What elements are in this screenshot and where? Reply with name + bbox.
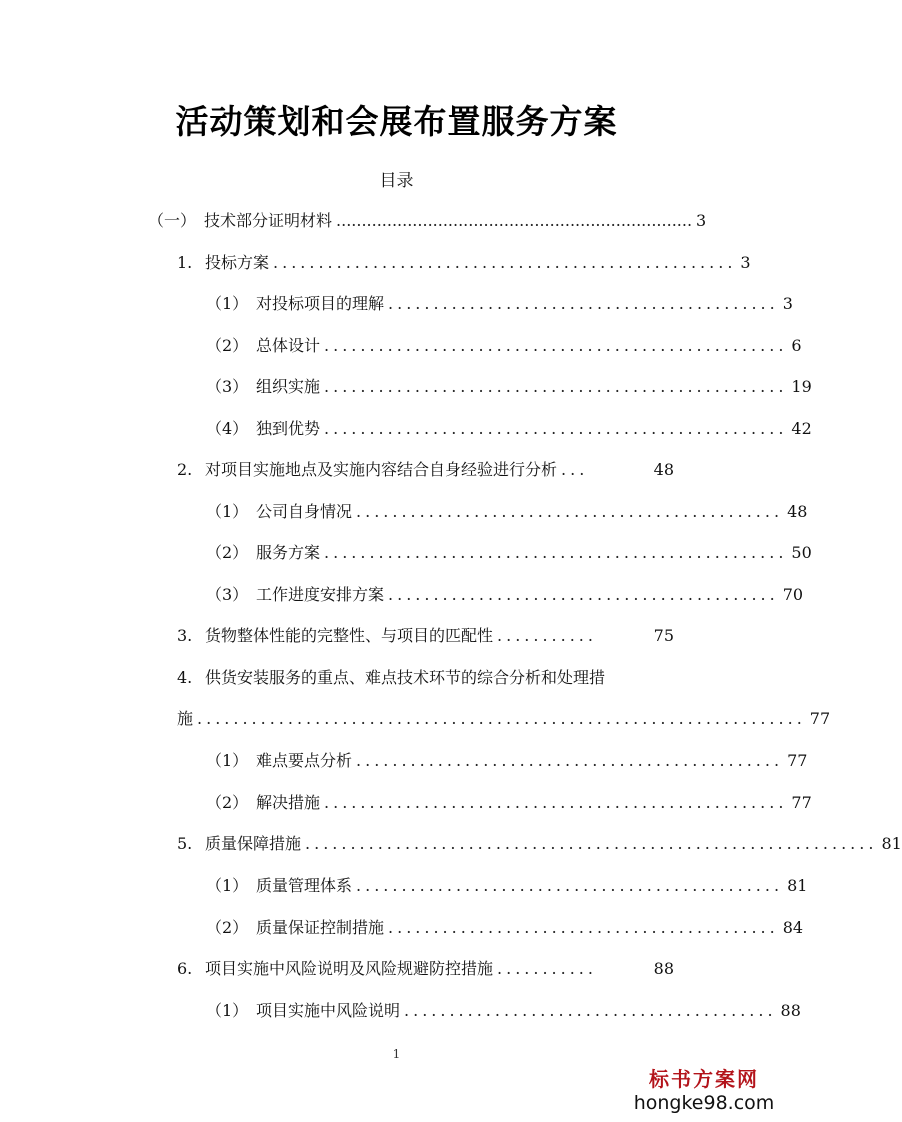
toc-entry-label: 解决措施 (256, 793, 321, 812)
toc-entry-page: 48 (787, 502, 808, 521)
toc-entry-label: 对项目实施地点及实施内容结合自身经验进行分析 (205, 460, 558, 479)
toc-leader-dots: ................................................... (324, 543, 788, 562)
toc-entry-label: 技术部分证明材料 (204, 211, 333, 230)
toc-entry-page: 3 (782, 294, 793, 313)
watermark-brand: 标书方案网 (649, 1067, 759, 1091)
toc-leader-dots: ................................................... (324, 419, 788, 438)
toc-entry-number: （1） (206, 294, 249, 313)
toc-entry-label: 货物整体性能的完整性、与项目的匹配性 (205, 626, 494, 645)
toc-entry-number: （1） (206, 502, 249, 521)
toc-entry-label: 施 (177, 709, 194, 728)
toc-leader-dots: ................................................... (273, 253, 737, 272)
toc-entry-number: （2） (206, 793, 249, 812)
toc-leader-dots: ........... (497, 626, 597, 645)
toc-leader-dots: ................................................................... (197, 709, 806, 728)
page-number: 1 (392, 1047, 401, 1061)
toc-entry-number: 2. (177, 460, 193, 479)
toc-entry-number: 1. (177, 253, 193, 272)
toc-entry-page: 6 (791, 336, 802, 355)
toc-entry-page: 77 (791, 793, 812, 812)
watermark-logo (629, 1067, 779, 1115)
toc-entry-page: 88 (780, 1001, 801, 1020)
toc-entry-label: 供货安装服务的重点、难点技术环节的综合分析和处理措 (205, 668, 606, 687)
toc-entry[interactable] (206, 291, 793, 317)
toc-leader-dots: ........................................... (388, 294, 779, 313)
toc-entry-number: （一） (148, 211, 197, 230)
toc-entry-label: 项目实施中风险说明 (256, 1001, 401, 1020)
toc-entry-label: 投标方案 (205, 253, 270, 272)
toc-entry-number: （2） (206, 336, 249, 355)
watermark-domain: hongke98.com (633, 1092, 775, 1114)
toc-leader-dots: ......................................... (404, 1001, 777, 1020)
toc-leader-dots: ................................................... (324, 377, 788, 396)
toc-entry-label: 质量保障措施 (205, 834, 302, 853)
toc-entry[interactable] (206, 582, 804, 608)
toc-entry-number: 3. (177, 626, 193, 645)
toc-leader-dots: ............................................... (356, 502, 784, 521)
toc-entry-page: 81 (881, 834, 902, 853)
toc-entry[interactable] (177, 457, 674, 483)
toc-entry[interactable] (177, 665, 674, 691)
toc-entry-page: 48 (653, 460, 674, 479)
toc-entry[interactable] (148, 208, 707, 234)
toc-entry[interactable] (206, 374, 812, 400)
toc-entry-label: 公司自身情况 (256, 502, 353, 521)
toc-entry[interactable] (177, 623, 674, 649)
toc-entry[interactable] (206, 499, 808, 525)
toc-entry-page: 77 (809, 709, 831, 728)
toc-leader-dots: ...................................................................... (336, 211, 693, 230)
toc-entry-number: （2） (206, 918, 249, 937)
toc-entry-label: 工作进度安排方案 (256, 585, 385, 604)
toc-entry-number: （1） (206, 751, 249, 770)
toc-leader-dots: ............................................................... (305, 834, 878, 853)
toc-entry[interactable] (206, 873, 808, 899)
toc-entry-continuation[interactable] (177, 706, 831, 732)
toc-entry-page: 88 (653, 959, 674, 978)
toc-entry[interactable] (206, 915, 804, 941)
toc-leader-dots: ............................................... (356, 751, 784, 770)
toc-entry-label: 质量管理体系 (256, 876, 353, 895)
toc-entry-label: 对投标项目的理解 (256, 294, 385, 313)
toc-entry-number: （2） (206, 543, 249, 562)
toc-leader-dots: ........................................... (388, 585, 779, 604)
toc-entry-page: 77 (787, 751, 808, 770)
toc-entry-page: 84 (782, 918, 804, 937)
toc-entry[interactable] (206, 790, 812, 816)
toc-entry-page: 50 (791, 543, 812, 562)
toc-entry-label: 服务方案 (256, 543, 321, 562)
toc-entry-page: 3 (696, 211, 707, 230)
toc-leader-dots: ............................................... (356, 876, 784, 895)
toc-entry-page: 3 (740, 253, 751, 272)
document-title: 活动策划和会展布置服务方案 (175, 102, 618, 141)
toc-entry-number: （3） (206, 585, 249, 604)
toc-entry-number: 6. (177, 959, 193, 978)
toc-entry-label: 质量保证控制措施 (256, 918, 385, 937)
toc-entry-number: 5. (177, 834, 193, 853)
toc-entry-page: 81 (787, 876, 808, 895)
toc-leader-dots: ... (561, 460, 589, 479)
toc-entry-page: 19 (791, 377, 812, 396)
toc-entry-label: 项目实施中风险说明及风险规避防控措施 (205, 959, 494, 978)
toc-entry[interactable] (206, 416, 812, 442)
toc-entry-number: （4） (206, 419, 249, 438)
toc-leader-dots: ........... (497, 959, 597, 978)
toc-entry[interactable] (206, 998, 801, 1024)
toc-entry-label: 组织实施 (256, 377, 321, 396)
toc-entry-label: 独到优势 (256, 419, 321, 438)
toc-entry-page: 70 (782, 585, 804, 604)
toc-entry-page: 75 (653, 626, 674, 645)
toc-entry-number: 4. (177, 668, 193, 687)
toc-entry-number: （1） (206, 1001, 249, 1020)
toc-leader-dots: ................................................... (324, 336, 788, 355)
toc-leader-dots: ................................................... (324, 793, 788, 812)
toc-entry[interactable] (206, 540, 812, 566)
toc-heading: 目录 (379, 171, 414, 191)
toc-entry-number: （1） (206, 876, 249, 895)
toc-entry[interactable] (177, 956, 674, 982)
toc-entry-label: 难点要点分析 (256, 751, 353, 770)
toc-entry-page: 42 (791, 419, 812, 438)
toc-entry-number: （3） (206, 377, 249, 396)
toc-entry[interactable] (206, 333, 802, 359)
toc-entry[interactable] (177, 250, 751, 276)
toc-entry-label: 总体设计 (256, 336, 321, 355)
toc-leader-dots: ........................................... (388, 918, 779, 937)
toc-entry[interactable] (177, 831, 902, 857)
toc-entry[interactable] (206, 748, 808, 774)
